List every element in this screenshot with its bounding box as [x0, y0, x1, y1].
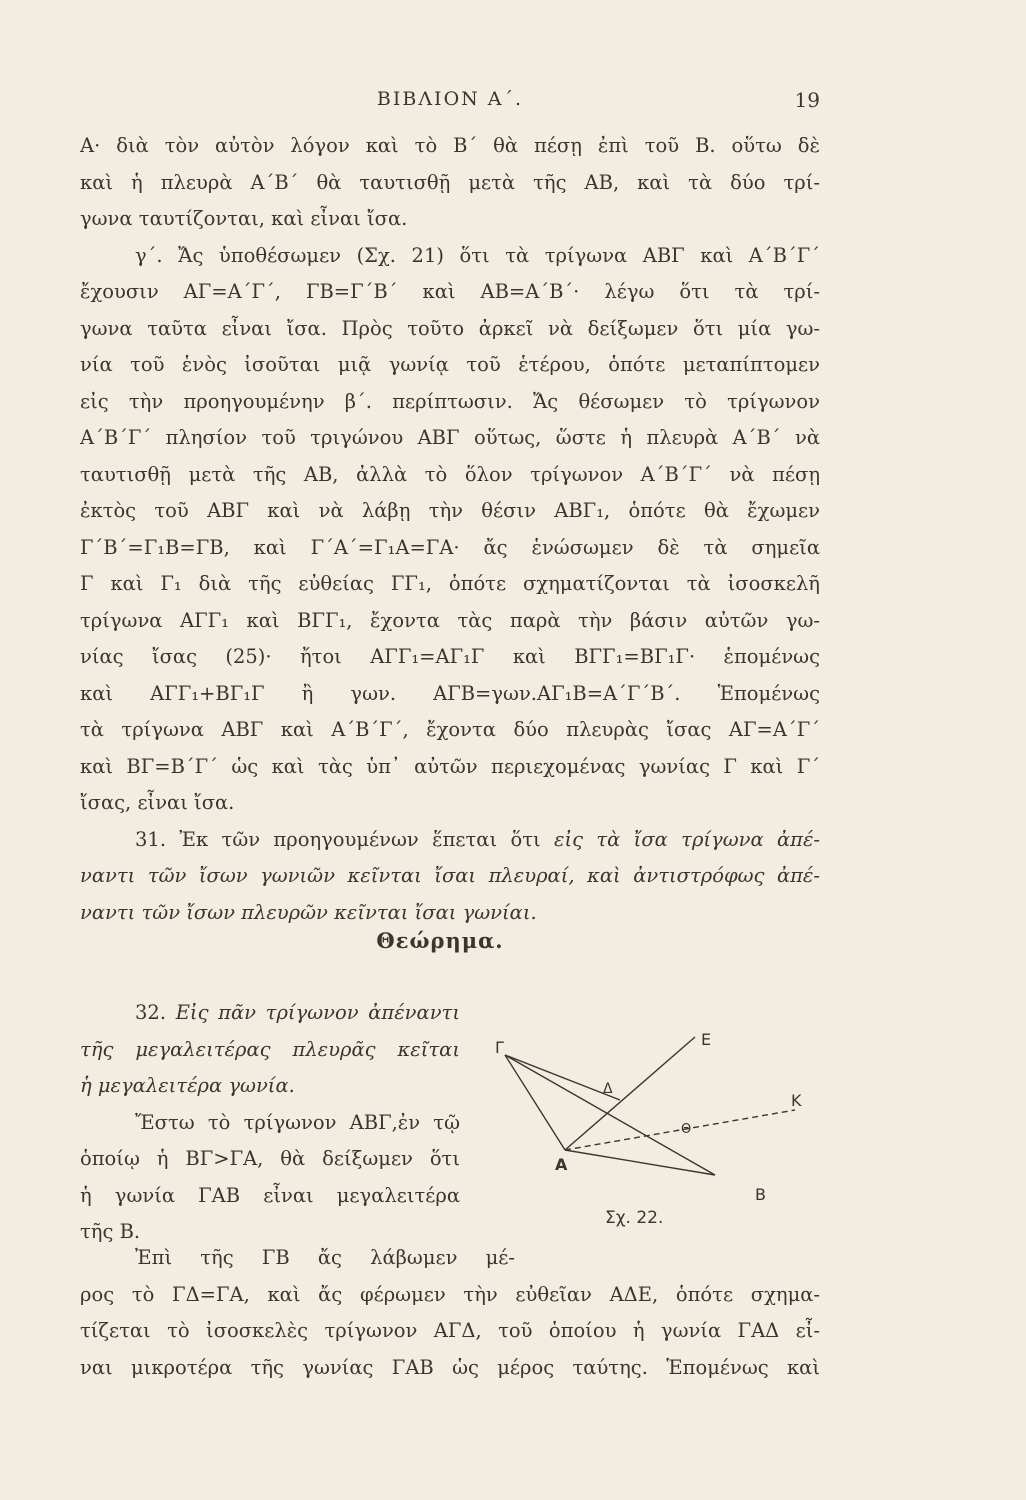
text-line: ἡ γωνία ΓΑΒ εἶναι μεγαλειτέρα: [80, 1183, 460, 1207]
text-line: γ΄. Ἄς ὑποθέσωμεν (Σχ. 21) ὅτι τὰ τρίγωνα ΑΒΓ καὶ Α΄Β΄Γ΄: [135, 243, 820, 267]
text-line: εἰς τὴν προηγουμένην β΄. περίπτωσιν. Ἄς θέσωμεν τὸ τρίγωνον: [80, 389, 820, 413]
text-line: γωνα ταυτίζονται, καὶ εἶναι ἴσα.: [80, 207, 408, 230]
theorem-heading: Θεώρημα.: [376, 928, 504, 953]
text-line: τρίγωνα ΑΓΓ₁ καὶ ΒΓΓ₁, ἔχοντα τὰς παρὰ τὴν βάσιν αὐτῶν γω-: [80, 608, 820, 632]
text-column-left: [80, 995, 460, 1251]
triangle-figure: [485, 1025, 825, 1250]
paragraph-31-line-1: [80, 822, 820, 859]
label-G: Γ: [495, 1038, 504, 1057]
text-line: Ἔστω τὸ τρίγωνον ΑΒΓ,ἐν τῷ: [135, 1110, 460, 1134]
page-number: 19: [794, 88, 820, 112]
paragraph-intro: Ἐκ τῶν προηγουμένων ἕπεται ὅτι: [179, 827, 541, 851]
paragraph-number: 32.: [135, 1001, 167, 1024]
segment-ADE: [565, 1037, 695, 1150]
text-line: καὶ ΑΓΓ₁+ΒΓ₁Γ ἢ γων. ΑΓΒ=γων.ΑΓ₁Β=Α΄Γ΄Β΄. Ἑπομένως: [80, 681, 820, 705]
label-A: Α: [555, 1155, 568, 1174]
label-TH: Θ: [681, 1122, 692, 1137]
text-line: ναντι τῶν ἴσων πλευρῶν κεῖνται ἴσαι γωνίαι.: [80, 900, 537, 924]
text-top: [80, 128, 820, 931]
label-D: Δ: [603, 1081, 613, 1097]
text-line: τίζεται τὸ ἰσοσκελὲς τρίγωνον ΑΓΔ, τοῦ ὁποίου ἡ γωνία ΓΑΔ εἶ-: [80, 1319, 820, 1342]
text-line: Α· διὰ τὸν αὐτὸν λόγον καὶ τὸ Β΄ θὰ πέσῃ ἐπὶ τοῦ Β. οὕτω δὲ: [80, 134, 820, 157]
text-line: ἔχουσιν ΑΓ=Α΄Γ΄, ΓΒ=Γ΄Β΄ καὶ ΑΒ=Α΄Β΄· λέγω ὅτι τὰ τρί-: [80, 280, 820, 303]
paragraph-number: 31.: [135, 827, 167, 851]
text-line: Ἐπὶ τῆς ΓΒ ἄς λάβωμεν μέ-: [135, 1246, 515, 1269]
page-header: [80, 88, 820, 118]
text-line: ναντι τῶν ἴσων γωνιῶν κεῖνται ἴσαι πλευραί, καὶ ἀντιστρόφως ἀπέ-: [80, 864, 820, 887]
text-line: ἡ μεγαλειτέρα γωνία.: [80, 1074, 295, 1097]
text-line: Γ΄Β΄=Γ₁Β=ΓΒ, καὶ Γ΄Α΄=Γ₁Α=ΓΑ· ἄς ἑνώσωμεν δὲ τὰ σημεῖα: [80, 535, 820, 559]
text-line: ἐκτὸς τοῦ ΑΒΓ καὶ νὰ λάβῃ τὴν θέσιν ΑΒΓ₁, ὁπότε θὰ ἔχωμεν: [80, 499, 820, 522]
text-line: Α΄Β΄Γ΄ πλησίον τοῦ τριγώνου ΑΒΓ οὕτως, ὥστε ἡ πλευρὰ Α΄Β΄ νὰ: [80, 426, 820, 449]
paragraph-32-line-1: [80, 995, 460, 1032]
text-line: ρος τὸ ΓΔ=ΓΑ, καὶ ἄς φέρωμεν τὴν εὐθεῖαν ΑΔΕ, ὁπότε σχημα-: [80, 1282, 820, 1306]
label-B: Β: [755, 1185, 766, 1204]
figure-caption: Σχ. 22.: [605, 1208, 664, 1228]
text-line: ταυτισθῇ μετὰ τῆς ΑΒ, ἀλλὰ τὸ ὅλον τρίγωνον Α΄Β΄Γ΄ νὰ πέσῃ: [80, 462, 820, 486]
text-line: τῆς μεγαλειτέρας πλευρᾶς κεῖται: [80, 1037, 460, 1061]
label-K: Κ: [791, 1091, 802, 1110]
text-bottom: [80, 1240, 820, 1386]
text-line: ὁποίῳ ἡ ΒΓ>ΓΑ, θὰ δείξωμεν ὅτι: [80, 1147, 460, 1170]
label-E: Ε: [701, 1030, 712, 1049]
text-line: τὰ τρίγωνα ΑΒΓ καὶ Α΄Β΄Γ΄, ἔχοντα δύο πλευρὰς ἴσας ΑΓ=Α΄Γ΄: [80, 718, 820, 741]
paragraph-statement: εἰς τὰ ἴσα τρίγωνα ἀπέ-: [554, 827, 820, 851]
text-line: καὶ ΒΓ=Β΄Γ΄ ὡς καὶ τὰς ὑπ᾽ αὐτῶν περιεχομένας γωνίας Γ καὶ Γ΄: [80, 754, 820, 778]
text-line: τῆς Β.: [80, 1220, 141, 1243]
theorem-statement: Εἰς πᾶν τρίγωνον ἀπέναντι: [175, 1001, 460, 1024]
running-title: ΒΙΒΛΙΟΝ Α΄.: [376, 88, 524, 110]
text-line: ναι μικροτέρα τῆς γωνίας ΓΑΒ ὡς μέρος ταύτης. Ἑπομένως καὶ: [80, 1355, 820, 1379]
text-line: νία τοῦ ἑνὸς ἰσοῦται μιᾷ γωνίᾳ τοῦ ἑτέρου, ὁπότε μεταπίπτομεν: [80, 353, 820, 376]
text-line: ἴσας, εἶναι ἴσα.: [80, 791, 235, 814]
text-line: γωνα ταῦτα εἶναι ἴσα. Πρὸς τοῦτο ἀρκεῖ νὰ δείξωμεν ὅτι μία γω-: [80, 316, 820, 340]
text-line: καὶ ἡ πλευρὰ Α΄Β΄ θὰ ταυτισθῇ μετὰ τῆς ΑΒ, καὶ τὰ δύο τρί-: [80, 170, 820, 194]
segment-AK: [565, 1110, 795, 1150]
text-line: νίας ἴσας (25)· ἤτοι ΑΓΓ₁=ΑΓ₁Γ καὶ ΒΓΓ₁=ΒΓ₁Γ· ἑπομένως: [80, 645, 820, 668]
segment-GA: [505, 1055, 565, 1150]
text-line: Γ καὶ Γ₁ διὰ τῆς εὐθείας ΓΓ₁, ὁπότε σχηματίζονται τὰ ἰσοσκελῆ: [80, 572, 820, 595]
